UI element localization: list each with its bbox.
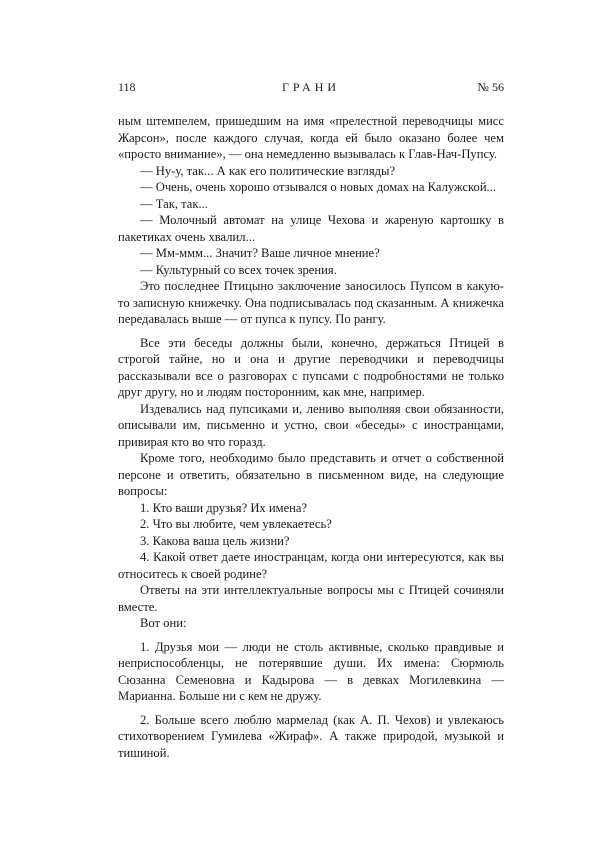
dialogue-line: — Очень, очень хорошо отзывался о новых домах на Калужской...: [140, 180, 497, 194]
question-item: 2. Что вы любите, чем увлекаетесь?: [140, 517, 332, 531]
dialogue-line: — Культурный со всех точек зрения.: [140, 262, 337, 277]
question-item: 3. Какова ваша цель жизни?: [140, 533, 290, 548]
journal-title: ГРАНИ: [281, 80, 341, 94]
answer-item: 1. Друзья мои — люди не столь активные, сколько правдивые и неприспособленцы, не потерявшие души. Их имена: Сюрмюль Сюзанна Семеновна и Кадырова — в девках Могилевкина — Марианна. Больше ни с кем не дружу.: [118, 639, 504, 703]
body-text: [118, 113, 504, 761]
paragraph: Ответы на эти интеллектуальные вопросы мы с Птицей сочиняли вместе.: [118, 583, 504, 614]
question-item: 4. Какой ответ даете иностранцам, когда они интересуются, как вы относитесь к своей родине?: [118, 550, 504, 581]
issue-number: № 56: [477, 80, 504, 94]
paragraph: Издевались над пупсиками и, лениво выполняя свои обязанности, описывали им, письменно и устно, свои «беседы» с иностранцами, привирая кто во что горазд.: [118, 401, 504, 449]
paragraph: Кроме того, необходимо было представить и отчет о собственной персоне и ответить, обязательно в письменном виде, на следующие вопросы:: [118, 451, 504, 498]
dialogue-line: — Ну-у, так... А как его политические взгляды?: [140, 163, 396, 178]
question-item: 1. Кто ваши друзья? Их имена?: [140, 500, 308, 515]
paragraph: Это последнее Птицыно заключение заносилось Пупсом в какую-то записную книжечку. Она подписывалась под сказанным. А книжечка передавалась выше — от пупса к пупсу. По рангу.: [118, 279, 504, 326]
dialogue-line: — Молочный автомат на улице Чехова и жареную картошку в пакетиках очень хвалил...: [118, 213, 504, 244]
dialogue-line: — Мм-ммм... Значит? Ваше личное мнение?: [140, 246, 380, 260]
page-number: 118: [118, 80, 136, 94]
dialogue-line: — Так, так...: [140, 196, 208, 211]
running-header: [118, 80, 504, 96]
answer-item: 2. Больше всего люблю мармелад (как А. П. Чехов) и увлекаюсь стихотворением Гумилева «Жираф». А также природой, музыкой и тишиной.: [118, 712, 504, 760]
paragraph: Все эти беседы должны были, конечно, держаться Птицей в строгой тайне, но и она и другие переводчики и переводчицы рассказывали все о разговорах с пупсами с подробностями не только друг другу, но и людям посторонним, как мне, например.: [118, 335, 504, 399]
paragraph: Вот они:: [140, 616, 187, 630]
paragraph: ным штемпелем, пришедшим на имя «прелестной переводчицы мисс Жарсон», после каждого случая, когда ей было оказано более чем «просто внимание», — она немедленно вызывалась к Глав-Нач-Пупсу.: [118, 114, 504, 161]
